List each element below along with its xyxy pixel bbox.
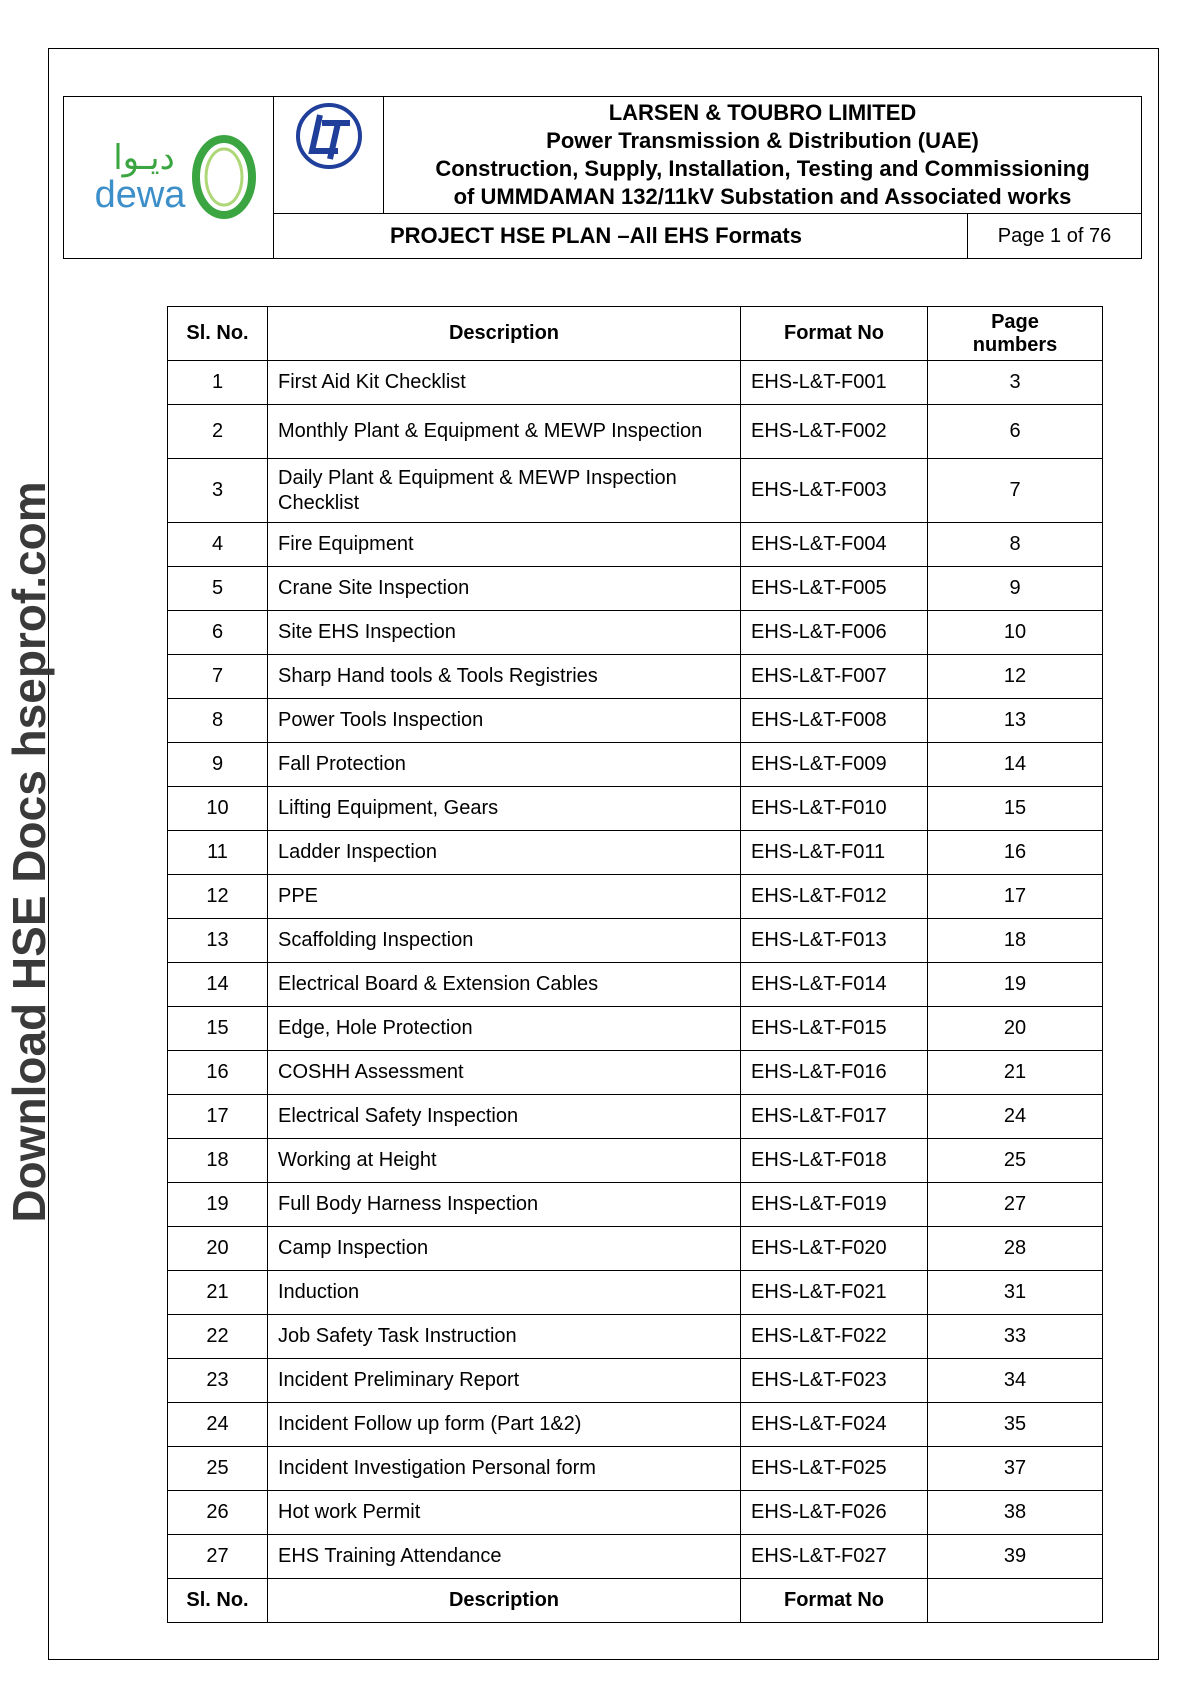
cell-sl-no: 13 (168, 919, 268, 963)
cell-format-no: EHS-L&T-F023 (741, 1359, 928, 1403)
cell-sl-no: 15 (168, 1007, 268, 1051)
cell-description: Sharp Hand tools & Tools Registries (268, 655, 741, 699)
cell-page-number: 38 (928, 1491, 1103, 1535)
cell-format-no: EHS-L&T-F016 (741, 1051, 928, 1095)
cell-description: COSHH Assessment (268, 1051, 741, 1095)
table-header-row (168, 307, 1103, 361)
cell-format-no: EHS-L&T-F007 (741, 655, 928, 699)
svg-text:ديـوا: ديـوا (113, 138, 175, 178)
cell-page-number: 15 (928, 787, 1103, 831)
cell-sl-no: 20 (168, 1227, 268, 1271)
cell-description: Electrical Safety Inspection (268, 1095, 741, 1139)
cell-page-number: 14 (928, 743, 1103, 787)
cell-page-number: 17 (928, 875, 1103, 919)
footer-description: Description (268, 1579, 741, 1623)
cell-page-number: 7 (928, 459, 1103, 523)
cell-description: Job Safety Task Instruction (268, 1315, 741, 1359)
cell-page-number: 24 (928, 1095, 1103, 1139)
cell-page-number: 13 (928, 699, 1103, 743)
cell-format-no: EHS-L&T-F017 (741, 1095, 928, 1139)
col-header-sl-no: Sl. No. (168, 307, 268, 361)
table-row (168, 1183, 1103, 1227)
cell-page-number: 34 (928, 1359, 1103, 1403)
cell-page-number: 12 (928, 655, 1103, 699)
cell-format-no: EHS-L&T-F018 (741, 1139, 928, 1183)
cell-sl-no: 21 (168, 1271, 268, 1315)
cell-description: Incident Follow up form (Part 1&2) (268, 1403, 741, 1447)
dewa-logo (82, 127, 262, 227)
cell-sl-no: 24 (168, 1403, 268, 1447)
table-row (168, 1271, 1103, 1315)
cell-description: Power Tools Inspection (268, 699, 741, 743)
cell-description: Ladder Inspection (268, 831, 741, 875)
cell-page-number: 33 (928, 1315, 1103, 1359)
cell-description: EHS Training Attendance (268, 1535, 741, 1579)
cell-description: Electrical Board & Extension Cables (268, 963, 741, 1007)
cell-sl-no: 5 (168, 567, 268, 611)
cell-format-no: EHS-L&T-F012 (741, 875, 928, 919)
table-row (168, 1315, 1103, 1359)
table-row (168, 1051, 1103, 1095)
table-row (168, 743, 1103, 787)
cell-description: Fire Equipment (268, 523, 741, 567)
table-row (168, 1403, 1103, 1447)
cell-page-number: 19 (928, 963, 1103, 1007)
cell-format-no: EHS-L&T-F004 (741, 523, 928, 567)
table-row (168, 523, 1103, 567)
company-title (384, 97, 1141, 214)
cell-format-no: EHS-L&T-F013 (741, 919, 928, 963)
cell-format-no: EHS-L&T-F019 (741, 1183, 928, 1227)
col-header-format-no: Format No (741, 307, 928, 361)
cell-description: Fall Protection (268, 743, 741, 787)
cell-format-no: EHS-L&T-F022 (741, 1315, 928, 1359)
cell-sl-no: 1 (168, 361, 268, 405)
cell-sl-no: 26 (168, 1491, 268, 1535)
table-row (168, 963, 1103, 1007)
footer-sl-no: Sl. No. (168, 1579, 268, 1623)
table-row (168, 919, 1103, 963)
table-row (168, 875, 1103, 919)
cell-page-number: 39 (928, 1535, 1103, 1579)
cell-page-number: 27 (928, 1183, 1103, 1227)
cell-description: Camp Inspection (268, 1227, 741, 1271)
cell-description: Crane Site Inspection (268, 567, 741, 611)
document-header (63, 96, 1142, 259)
table-row (168, 611, 1103, 655)
cell-description: PPE (268, 875, 741, 919)
cell-page-number: 9 (928, 567, 1103, 611)
cell-description: Lifting Equipment, Gears (268, 787, 741, 831)
cell-page-number: 18 (928, 919, 1103, 963)
cell-description: Full Body Harness Inspection (268, 1183, 741, 1227)
cell-format-no: EHS-L&T-F015 (741, 1007, 928, 1051)
table-footer-row (168, 1579, 1103, 1623)
table-row (168, 1007, 1103, 1051)
title-line-2: Power Transmission & Distribution (UAE) (546, 128, 979, 153)
table-row (168, 1447, 1103, 1491)
cell-page-number: 25 (928, 1139, 1103, 1183)
plan-title: PROJECT HSE PLAN –All EHS Formats (274, 214, 968, 258)
cell-description: Hot work Permit (268, 1491, 741, 1535)
cell-format-no: EHS-L&T-F010 (741, 787, 928, 831)
cell-sl-no: 17 (168, 1095, 268, 1139)
table-row (168, 405, 1103, 459)
side-watermark: Download HSE Docs hseprof.com (3, 481, 55, 1223)
cell-page-number: 16 (928, 831, 1103, 875)
cell-sl-no: 23 (168, 1359, 268, 1403)
cell-format-no: EHS-L&T-F009 (741, 743, 928, 787)
table-row (168, 1139, 1103, 1183)
cell-format-no: EHS-L&T-F001 (741, 361, 928, 405)
cell-sl-no: 8 (168, 699, 268, 743)
cell-page-number: 21 (928, 1051, 1103, 1095)
cell-sl-no: 6 (168, 611, 268, 655)
title-line-3: Construction, Supply, Installation, Testing and Commissioning (435, 156, 1090, 181)
col-header-page-numbers: Page numbers (928, 307, 1103, 361)
cell-page-number: 10 (928, 611, 1103, 655)
table-row (168, 1535, 1103, 1579)
table-row (168, 699, 1103, 743)
ehs-formats-table (167, 306, 1103, 1623)
cell-sl-no: 2 (168, 405, 268, 459)
cell-sl-no: 19 (168, 1183, 268, 1227)
cell-format-no: EHS-L&T-F027 (741, 1535, 928, 1579)
cell-page-number: 37 (928, 1447, 1103, 1491)
table-row (168, 655, 1103, 699)
cell-sl-no: 12 (168, 875, 268, 919)
cell-description: Daily Plant & Equipment & MEWP Inspection Checklist (268, 459, 741, 523)
cell-sl-no: 16 (168, 1051, 268, 1095)
cell-page-number: 3 (928, 361, 1103, 405)
table-row (168, 459, 1103, 523)
cell-format-no: EHS-L&T-F003 (741, 459, 928, 523)
cell-format-no: EHS-L&T-F008 (741, 699, 928, 743)
cell-format-no: EHS-L&T-F020 (741, 1227, 928, 1271)
cell-sl-no: 7 (168, 655, 268, 699)
cell-format-no: EHS-L&T-F014 (741, 963, 928, 1007)
cell-description: Edge, Hole Protection (268, 1007, 741, 1051)
table-row (168, 1095, 1103, 1139)
cell-format-no: EHS-L&T-F002 (741, 405, 928, 459)
cell-description: Site EHS Inspection (268, 611, 741, 655)
cell-description: Working at Height (268, 1139, 741, 1183)
cell-page-number: 8 (928, 523, 1103, 567)
cell-sl-no: 18 (168, 1139, 268, 1183)
cell-description: Scaffolding Inspection (268, 919, 741, 963)
cell-sl-no: 11 (168, 831, 268, 875)
table-row (168, 1227, 1103, 1271)
table-row (168, 831, 1103, 875)
cell-sl-no: 9 (168, 743, 268, 787)
cell-sl-no: 14 (168, 963, 268, 1007)
cell-format-no: EHS-L&T-F011 (741, 831, 928, 875)
cell-sl-no: 4 (168, 523, 268, 567)
cell-format-no: EHS-L&T-F026 (741, 1491, 928, 1535)
page-number-label: Page 1 of 76 (997, 224, 1112, 247)
cell-description: Induction (268, 1271, 741, 1315)
svg-text:dewa: dewa (94, 174, 186, 216)
cell-page-number: 20 (928, 1007, 1103, 1051)
cell-description: Incident Investigation Personal form (268, 1447, 741, 1491)
table-row (168, 567, 1103, 611)
table-row (168, 1359, 1103, 1403)
col-header-description: Description (268, 307, 741, 361)
cell-page-number: 28 (928, 1227, 1103, 1271)
cell-page-number: 35 (928, 1403, 1103, 1447)
cell-description: Incident Preliminary Report (268, 1359, 741, 1403)
table-row (168, 361, 1103, 405)
cell-format-no: EHS-L&T-F006 (741, 611, 928, 655)
dewa-logo-cell (64, 97, 274, 258)
cell-description: Monthly Plant & Equipment & MEWP Inspection (268, 405, 741, 459)
cell-sl-no: 25 (168, 1447, 268, 1491)
cell-format-no: EHS-L&T-F024 (741, 1403, 928, 1447)
cell-format-no: EHS-L&T-F021 (741, 1271, 928, 1315)
cell-format-no: EHS-L&T-F025 (741, 1447, 928, 1491)
title-line-4: of UMMDAMAN 132/11kV Substation and Associated works (453, 184, 1072, 209)
lt-logo-cell (274, 97, 384, 214)
title-line-1: LARSEN & TOUBRO LIMITED (608, 100, 917, 125)
lt-logo (294, 101, 364, 171)
cell-sl-no: 27 (168, 1535, 268, 1579)
cell-sl-no: 10 (168, 787, 268, 831)
cell-format-no: EHS-L&T-F005 (741, 567, 928, 611)
cell-page-number: 6 (928, 405, 1103, 459)
table-row (168, 787, 1103, 831)
cell-description: First Aid Kit Checklist (268, 361, 741, 405)
cell-sl-no: 3 (168, 459, 268, 523)
footer-page-numbers (928, 1579, 1103, 1623)
cell-page-number: 31 (928, 1271, 1103, 1315)
table-row (168, 1491, 1103, 1535)
footer-format-no: Format No (741, 1579, 928, 1623)
cell-sl-no: 22 (168, 1315, 268, 1359)
